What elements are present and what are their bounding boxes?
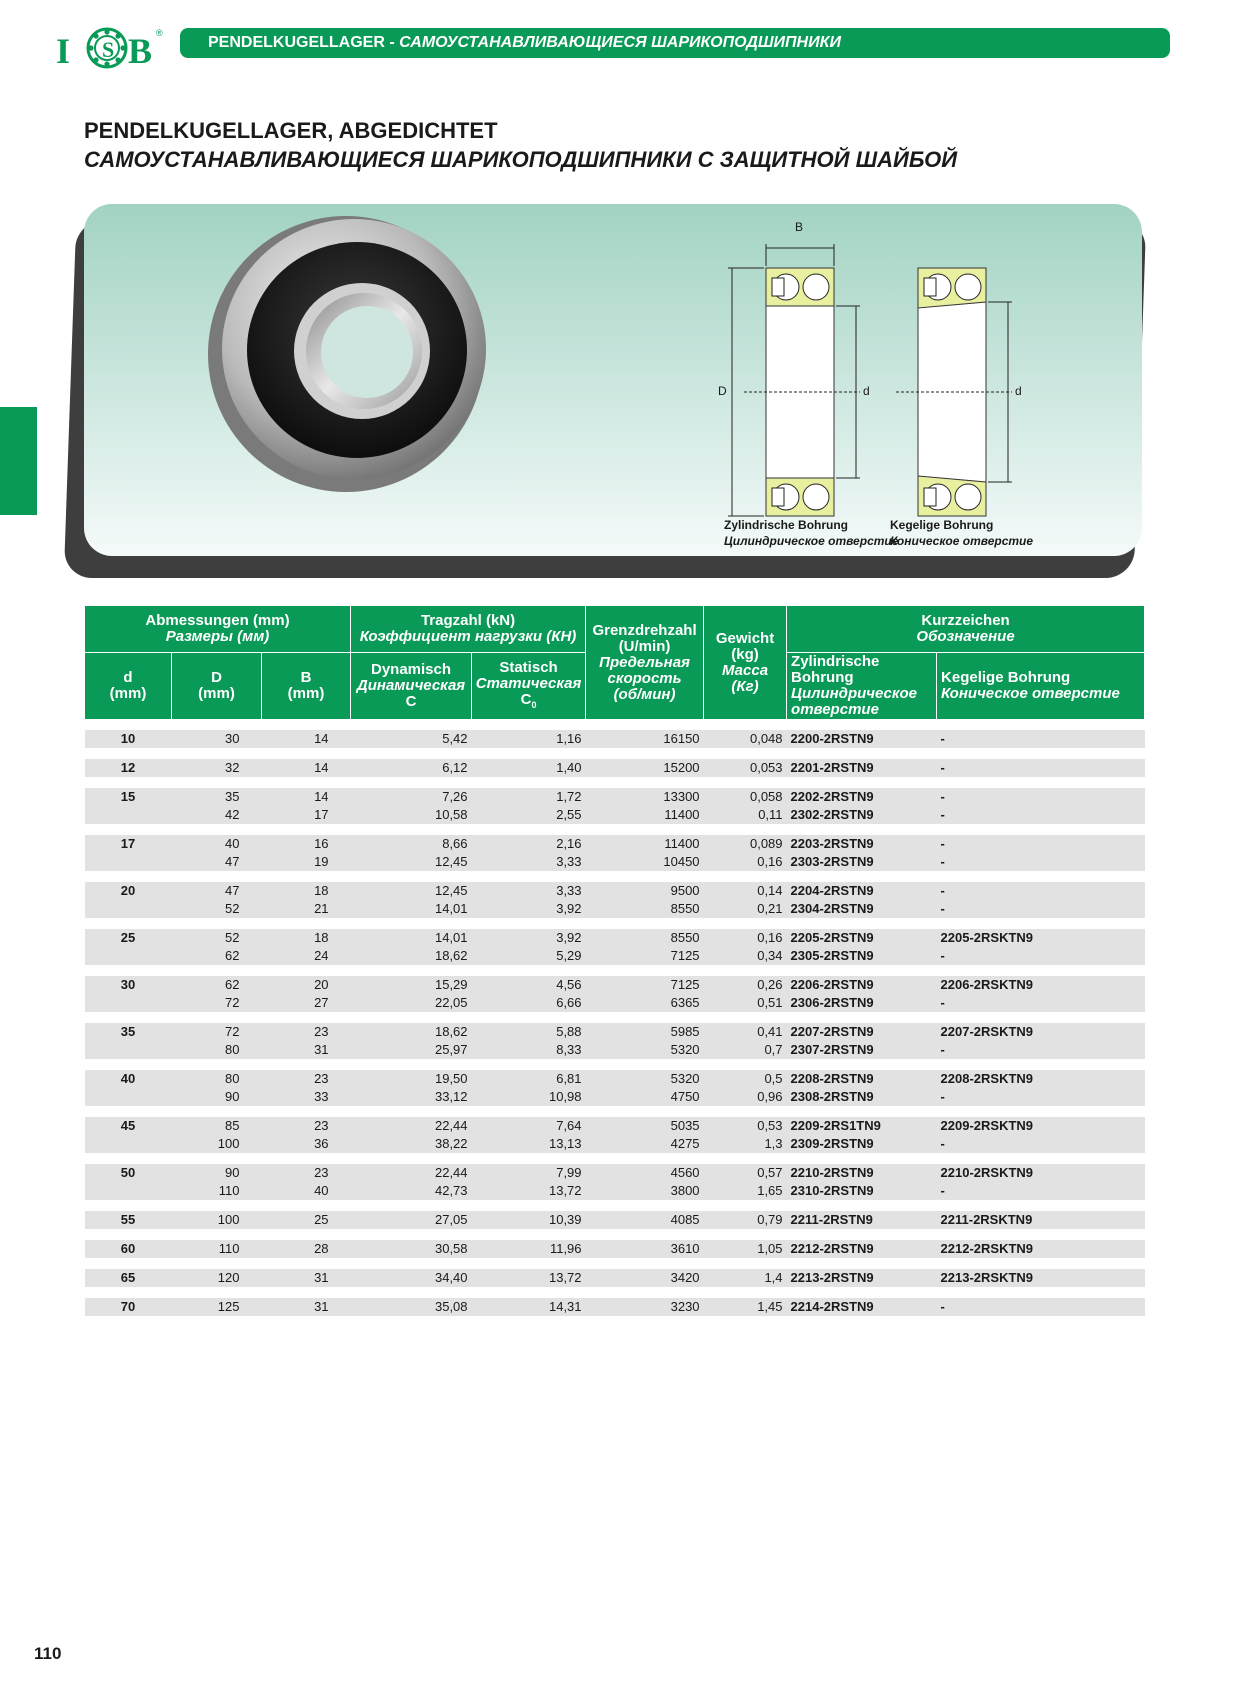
table-cell: 40 (172, 835, 262, 853)
table-cell: 10450 (586, 853, 704, 871)
cell-d (85, 994, 172, 1012)
table-cell: - (937, 1088, 1145, 1106)
cell-d: 45 (85, 1117, 172, 1135)
table-cell: 0,5 (704, 1070, 787, 1088)
table-cell: 2209-2RS1TN9 (787, 1117, 937, 1135)
table-cell: 2211-2RSTN9 (787, 1211, 937, 1229)
table-cell: 0,058 (704, 788, 787, 806)
table-cell: 36 (262, 1135, 351, 1153)
table-cell: 14 (262, 788, 351, 806)
table-cell: 0,089 (704, 835, 787, 853)
table-cell: 120 (172, 1269, 262, 1287)
table-cell: 0,11 (704, 806, 787, 824)
table-cell: - (937, 1135, 1145, 1153)
table-cell: 0,57 (704, 1164, 787, 1182)
label-D: D (718, 384, 727, 398)
table-cell: 4750 (586, 1088, 704, 1106)
label-d-con: d (1015, 384, 1022, 398)
table-cell: 2206-2RSKTN9 (937, 976, 1145, 994)
table-row (85, 759, 1145, 777)
table-cell: 0,51 (704, 994, 787, 1012)
table-cell: 21 (262, 900, 351, 918)
table-row (85, 947, 1145, 965)
table-cell: - (937, 1041, 1145, 1059)
cyl-caption-ru: Цилиндрическое отверстие (724, 534, 899, 548)
table-cell: 2214-2RSTN9 (787, 1298, 937, 1316)
table-cell: 90 (172, 1164, 262, 1182)
table-cell: 33 (262, 1088, 351, 1106)
table-cell: 5985 (586, 1023, 704, 1041)
table-cell: 3,33 (472, 853, 586, 871)
table-cell: 2210-2RSKTN9 (937, 1164, 1145, 1182)
table-cell: 14,01 (351, 929, 472, 947)
diagram-conical (896, 268, 1012, 516)
table-cell: 42,73 (351, 1182, 472, 1200)
table-cell: 3800 (586, 1182, 704, 1200)
cell-d: 25 (85, 929, 172, 947)
cell-d: 60 (85, 1240, 172, 1258)
cell-d: 15 (85, 788, 172, 806)
table-cell: 0,16 (704, 929, 787, 947)
table-cell: 100 (172, 1211, 262, 1229)
table-cell: 18,62 (351, 1023, 472, 1041)
page-title-ru: САМОУСТАНАВЛИВАЮЩИЕСЯ ШАРИКОПОДШИПНИКИ С ЗАЩИТНОЙ ШАЙБОЙ (84, 147, 958, 172)
table-cell: 5,29 (472, 947, 586, 965)
table-cell: 16 (262, 835, 351, 853)
table-cell: 2212-2RSKTN9 (937, 1240, 1145, 1258)
banner-ru: САМОУСТАНАВЛИВАЮЩИЕСЯ ШАРИКОПОДШИПНИКИ (399, 34, 841, 51)
table-cell: 2304-2RSTN9 (787, 900, 937, 918)
table-cell: 0,053 (704, 759, 787, 777)
table-row (85, 1088, 1145, 1106)
cell-d (85, 1182, 172, 1200)
cell-d: 12 (85, 759, 172, 777)
table-cell: 0,7 (704, 1041, 787, 1059)
table-cell: 1,4 (704, 1269, 787, 1287)
table-cell: 85 (172, 1117, 262, 1135)
table-cell: - (937, 1182, 1145, 1200)
table-cell: 12,45 (351, 853, 472, 871)
table-cell: - (937, 759, 1145, 777)
table-cell: 2203-2RSTN9 (787, 835, 937, 853)
header-conical: Kegelige Bohrung Коническое отверстие (937, 653, 1145, 720)
table-cell: 30,58 (351, 1240, 472, 1258)
table-cell: 62 (172, 947, 262, 965)
table-cell: 17 (262, 806, 351, 824)
table-row (85, 1269, 1145, 1287)
table-cell: 2211-2RSKTN9 (937, 1211, 1145, 1229)
table-cell: 30 (172, 730, 262, 748)
table-cell: 38,22 (351, 1135, 472, 1153)
table-cell: 62 (172, 976, 262, 994)
table-cell: 2213-2RSKTN9 (937, 1269, 1145, 1287)
table-cell: - (937, 900, 1145, 918)
table-row (85, 994, 1145, 1012)
header-d: d (mm) (85, 653, 172, 720)
page-number: 110 (34, 1644, 62, 1663)
table-cell: 34,40 (351, 1269, 472, 1287)
header-cylindrical: Zylindrische Bohrung Цилиндрическое отверстие (787, 653, 937, 720)
table-cell: 90 (172, 1088, 262, 1106)
table-cell: 110 (172, 1182, 262, 1200)
table-cell: - (937, 947, 1145, 965)
header-speed: Grenzdrehzahl (U/min) Предельная скорость (об/мин) (586, 606, 704, 720)
table-cell: 6,66 (472, 994, 586, 1012)
table-cell: - (937, 788, 1145, 806)
cell-d: 35 (85, 1023, 172, 1041)
side-tab (0, 407, 37, 515)
table-cell: 0,53 (704, 1117, 787, 1135)
table-cell: 23 (262, 1070, 351, 1088)
table-row (85, 835, 1145, 853)
table-cell: 0,21 (704, 900, 787, 918)
cell-d: 70 (85, 1298, 172, 1316)
table-cell: 2306-2RSTN9 (787, 994, 937, 1012)
table-cell: 7,99 (472, 1164, 586, 1182)
product-panel (84, 204, 1142, 556)
table-cell: 1,40 (472, 759, 586, 777)
table-cell: 16150 (586, 730, 704, 748)
header-weight: Gewicht (kg) Масса (Кг) (704, 606, 787, 720)
table-cell: 31 (262, 1269, 351, 1287)
table-row (85, 730, 1145, 748)
table-cell: 2305-2RSTN9 (787, 947, 937, 965)
table-row (85, 1240, 1145, 1258)
cell-d: 30 (85, 976, 172, 994)
table-cell: 2202-2RSTN9 (787, 788, 937, 806)
table-cell: 1,05 (704, 1240, 787, 1258)
table-cell: 2200-2RSTN9 (787, 730, 937, 748)
table-row (85, 806, 1145, 824)
table-cell: - (937, 835, 1145, 853)
table-row (85, 1211, 1145, 1229)
table-cell: 10,98 (472, 1088, 586, 1106)
table-cell: 1,45 (704, 1298, 787, 1316)
svg-text:B: B (128, 31, 153, 70)
table-cell: 2,55 (472, 806, 586, 824)
table-cell: 72 (172, 1023, 262, 1041)
table-cell: - (937, 853, 1145, 871)
table-cell: 2206-2RSTN9 (787, 976, 937, 994)
table-cell: 25 (262, 1211, 351, 1229)
table-cell: 2307-2RSTN9 (787, 1041, 937, 1059)
table-cell: 13300 (586, 788, 704, 806)
table-row (85, 900, 1145, 918)
table-cell: 1,72 (472, 788, 586, 806)
table-cell: 80 (172, 1070, 262, 1088)
table-cell: 2309-2RSTN9 (787, 1135, 937, 1153)
table-cell: 47 (172, 853, 262, 871)
table-cell: 6,81 (472, 1070, 586, 1088)
cell-d: 65 (85, 1269, 172, 1287)
header-dynamic: Dynamisch Динамическая C (351, 653, 472, 720)
table-cell: 7125 (586, 976, 704, 994)
cell-d (85, 1088, 172, 1106)
table-cell: 3,92 (472, 929, 586, 947)
cell-d: 20 (85, 882, 172, 900)
table-cell: 3610 (586, 1240, 704, 1258)
table-cell: 2,16 (472, 835, 586, 853)
table-cell: 11400 (586, 806, 704, 824)
svg-text:S: S (102, 37, 115, 62)
table-cell: 1,3 (704, 1135, 787, 1153)
con-caption-ru: Коническое отверстие (890, 534, 1034, 548)
table-cell: 7125 (586, 947, 704, 965)
table-cell: 4560 (586, 1164, 704, 1182)
table-cell: 3420 (586, 1269, 704, 1287)
table-cell: 2212-2RSTN9 (787, 1240, 937, 1258)
cell-d (85, 853, 172, 871)
table-cell: 14 (262, 730, 351, 748)
table-cell: 31 (262, 1041, 351, 1059)
table-row (85, 976, 1145, 994)
table-cell: 23 (262, 1164, 351, 1182)
table-row (85, 1135, 1145, 1153)
table-cell: 100 (172, 1135, 262, 1153)
table-cell: 2208-2RSKTN9 (937, 1070, 1145, 1088)
page-title-de: PENDELKUGELLAGER, ABGEDICHTET (84, 118, 498, 143)
table-cell: 2308-2RSTN9 (787, 1088, 937, 1106)
table-cell: 1,65 (704, 1182, 787, 1200)
table-row (85, 788, 1145, 806)
table-cell: 2204-2RSTN9 (787, 882, 937, 900)
table-row (85, 1070, 1145, 1088)
header-code: Kurzzeichen Обозначение (787, 606, 1145, 653)
table-cell: 0,048 (704, 730, 787, 748)
table-cell: 27 (262, 994, 351, 1012)
table-cell: 18,62 (351, 947, 472, 965)
table-cell: 2213-2RSTN9 (787, 1269, 937, 1287)
table-cell: 125 (172, 1298, 262, 1316)
table-cell: 33,12 (351, 1088, 472, 1106)
cell-d (85, 1041, 172, 1059)
table-cell: 5035 (586, 1117, 704, 1135)
table-cell: 15200 (586, 759, 704, 777)
table-cell: 23 (262, 1117, 351, 1135)
table-cell: 24 (262, 947, 351, 965)
table-cell: 35,08 (351, 1298, 472, 1316)
header-dimensions: Abmessungen (mm) Размеры (мм) (85, 606, 351, 653)
table-cell: 13,72 (472, 1182, 586, 1200)
table-cell: 5,42 (351, 730, 472, 748)
svg-text:I: I (56, 31, 71, 70)
table-row (85, 1117, 1145, 1135)
table-cell: 19,50 (351, 1070, 472, 1088)
bearing-table (84, 605, 1145, 1316)
table-cell: 2201-2RSTN9 (787, 759, 937, 777)
table-cell: 2208-2RSTN9 (787, 1070, 937, 1088)
table-cell: 23 (262, 1023, 351, 1041)
table-cell: 0,26 (704, 976, 787, 994)
table-row (85, 882, 1145, 900)
table-cell: 0,16 (704, 853, 787, 871)
diagram-cylindrical (728, 244, 860, 516)
table-cell: 31 (262, 1298, 351, 1316)
table-cell: 2302-2RSTN9 (787, 806, 937, 824)
table-cell: - (937, 1298, 1145, 1316)
table-cell: 14 (262, 759, 351, 777)
table-row (85, 1023, 1145, 1041)
table-row (85, 1298, 1145, 1316)
table-cell: 8,66 (351, 835, 472, 853)
table-cell: 47 (172, 882, 262, 900)
table-row (85, 1041, 1145, 1059)
table-cell: 2205-2RSKTN9 (937, 929, 1145, 947)
header-static: Statisch Статическая $C_0$ (472, 653, 586, 720)
con-caption-de: Kegelige Bohrung (890, 518, 994, 532)
bearing-illustration (84, 204, 1142, 556)
header-load: Tragzahl (kN) Коэффициент нагрузки (КН) (351, 606, 586, 653)
section-banner (180, 28, 1170, 58)
table-cell: 0,96 (704, 1088, 787, 1106)
table-cell: 2210-2RSTN9 (787, 1164, 937, 1182)
table-cell: 28 (262, 1240, 351, 1258)
table-row (85, 1164, 1145, 1182)
table-cell: - (937, 882, 1145, 900)
table-cell: 13,72 (472, 1269, 586, 1287)
table-cell: 2205-2RSTN9 (787, 929, 937, 947)
logo-icon (52, 26, 162, 70)
cell-d (85, 1135, 172, 1153)
table-cell: 15,29 (351, 976, 472, 994)
table-cell: 18 (262, 929, 351, 947)
table-cell: - (937, 994, 1145, 1012)
table-cell: 18 (262, 882, 351, 900)
table-cell: 13,13 (472, 1135, 586, 1153)
table-cell: 22,44 (351, 1164, 472, 1182)
cell-d (85, 900, 172, 918)
label-d-cyl: d (863, 384, 870, 398)
table-cell: 11400 (586, 835, 704, 853)
table-cell: 8550 (586, 929, 704, 947)
table-cell: 22,44 (351, 1117, 472, 1135)
table-cell: 42 (172, 806, 262, 824)
table-cell: 19 (262, 853, 351, 871)
table-cell: 4085 (586, 1211, 704, 1229)
table-cell: 10,58 (351, 806, 472, 824)
table-row (85, 853, 1145, 871)
table-cell: 14,01 (351, 900, 472, 918)
table-cell: 0,34 (704, 947, 787, 965)
table-cell: 7,26 (351, 788, 472, 806)
table-cell: 4275 (586, 1135, 704, 1153)
table-cell: 5320 (586, 1041, 704, 1059)
table-cell: 1,16 (472, 730, 586, 748)
table-cell: 14,31 (472, 1298, 586, 1316)
cyl-caption-de: Zylindrische Bohrung (724, 518, 849, 532)
bearing-photo (208, 216, 486, 492)
table-cell: 25,97 (351, 1041, 472, 1059)
cell-d: 40 (85, 1070, 172, 1088)
table-cell: 2303-2RSTN9 (787, 853, 937, 871)
table-cell: 5,88 (472, 1023, 586, 1041)
table-body (85, 720, 1145, 1317)
table-cell: 7,64 (472, 1117, 586, 1135)
table-cell: 52 (172, 900, 262, 918)
table-cell: 40 (262, 1182, 351, 1200)
table-cell: 6,12 (351, 759, 472, 777)
table-cell: 110 (172, 1240, 262, 1258)
table-cell: 0,14 (704, 882, 787, 900)
table-cell: 27,05 (351, 1211, 472, 1229)
table-cell: 6365 (586, 994, 704, 1012)
table-cell: 8550 (586, 900, 704, 918)
table-row (85, 1182, 1145, 1200)
table-cell: 11,96 (472, 1240, 586, 1258)
table-cell: 22,05 (351, 994, 472, 1012)
table-cell: 2207-2RSKTN9 (937, 1023, 1145, 1041)
table-cell: 52 (172, 929, 262, 947)
table-cell: 12,45 (351, 882, 472, 900)
table-cell: - (937, 730, 1145, 748)
table-cell: 2310-2RSTN9 (787, 1182, 937, 1200)
cell-d: 17 (85, 835, 172, 853)
table-cell: 3,33 (472, 882, 586, 900)
table-cell: 10,39 (472, 1211, 586, 1229)
header-B: B (mm) (262, 653, 351, 720)
table-cell: 9500 (586, 882, 704, 900)
table-cell: 72 (172, 994, 262, 1012)
table-cell: 20 (262, 976, 351, 994)
table-cell: 5320 (586, 1070, 704, 1088)
table-cell: 0,79 (704, 1211, 787, 1229)
table-cell: 80 (172, 1041, 262, 1059)
banner-de: PENDELKUGELLAGER - (208, 34, 400, 51)
table-cell: 35 (172, 788, 262, 806)
table-cell: 3230 (586, 1298, 704, 1316)
cell-d: 55 (85, 1211, 172, 1229)
table-cell: 2207-2RSTN9 (787, 1023, 937, 1041)
label-B: B (795, 220, 804, 234)
table-cell: 0,41 (704, 1023, 787, 1041)
cell-d (85, 806, 172, 824)
table-cell: - (937, 806, 1145, 824)
table-cell: 2209-2RSKTN9 (937, 1117, 1145, 1135)
table-cell: 3,92 (472, 900, 586, 918)
isb-logo (52, 26, 162, 70)
cell-d (85, 947, 172, 965)
table-cell: 32 (172, 759, 262, 777)
table-row (85, 929, 1145, 947)
cell-d: 10 (85, 730, 172, 748)
header-D: D (mm) (172, 653, 262, 720)
table-cell: 8,33 (472, 1041, 586, 1059)
cell-d: 50 (85, 1164, 172, 1182)
table-cell: 4,56 (472, 976, 586, 994)
registered-mark: ® (156, 28, 163, 38)
